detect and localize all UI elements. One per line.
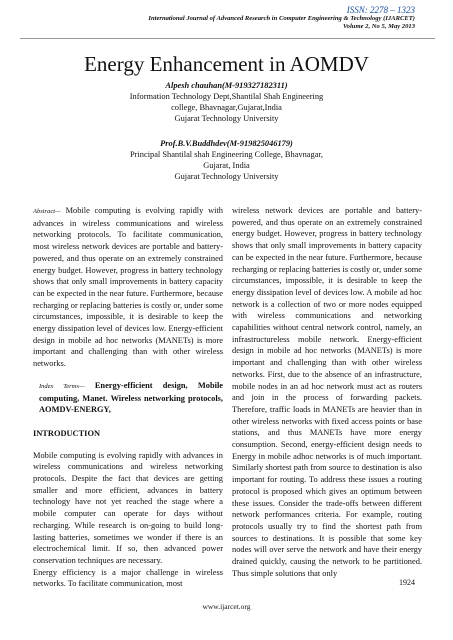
page-number: 1924 bbox=[399, 578, 415, 587]
author-affiliation-line: Gujarat, India bbox=[203, 161, 250, 170]
intro-paragraph: Energy efficiency is a major challenge in wireless networks. To facilitate communication, most bbox=[33, 567, 223, 589]
index-terms bbox=[33, 380, 223, 416]
author-affiliation-line: Information Technology Dept,Shantilal Shah Engineering bbox=[129, 92, 324, 101]
author-name: Alpesh chauhan(M-919327182311) bbox=[165, 81, 288, 90]
footer-url: www.ijarcet.org bbox=[202, 602, 251, 611]
journal-header bbox=[55, 15, 415, 31]
header-divider bbox=[20, 38, 435, 39]
left-column bbox=[33, 205, 223, 590]
author-affiliation-line: Principal Shantilal shah Engineering College, Bhavnagar, bbox=[130, 150, 323, 159]
abstract bbox=[33, 205, 223, 370]
author-affiliation-line: Gujarat Technology University bbox=[174, 172, 279, 181]
author-name: Prof.B.V.Buddhdev(M-919825046179) bbox=[160, 139, 293, 148]
abstract-label: Abstract— bbox=[33, 208, 61, 215]
abstract-text: Mobile computing is evolving rapidly with advances in wireless communications and wireless networking protocols. To facilitate communication, most wireless network devices are portable and battery-powered, and thus operate on an extremely constrained energy budget. However, progress in battery technology shows that only small improvements in battery capacity can be expected in the near future. Furthermore, because recharging or replacing batteries is costly or, under some circumstances, impossible, it is desirable to keep the energy dissipation level of devices low. Energy-efficient design in mobile ad hoc networks (MANETs) is more important and challenging than with other wireless networks. bbox=[33, 206, 223, 369]
body-paragraph: wireless network devices are portable and battery-powered, and thus operate on an extremely constrained energy budget. However, progress in battery technology shows that only small improvements in battery capacity can be expected in the near future. Furthermore, because recharging or replacing batteries is costly or, under some circumstances, impossible, it is desirable to keep the energy dissipation level of devices low. A mobile ad hoc network is a collection of two or more nodes equipped with wireless communications and networking capabilities without central network control, namely, an infrastructureless mobile network. Energy-efficient design in mobile ad hoc networks (MANETs) is more important and challenging than with other wireless networks. First, due to the absence of an infrastructure, mobile nodes in an ad hoc network must act as routers and join in the process of forwarding packets. Therefore, traffic loads in MANETs are heavier than in other wireless networks with fixed access points or base stations, and thus MANETs have more energy consumption. Second, energy-efficient design needs to Energy in mobile adhoc networks is of much important. Similarly shortest path from source to destination is also important for routing. To address these issues a routing protocol is proposed which gives an optimum between these issues. Consider the trade-offs between different network performances criteria. For example, routing protocols usually try to find the shortest path from sources to destinations. It is possible that some key nodes will over serve the network and have their energy drained quickly, causing the network to be partitioned. Thus simple solutions that only bbox=[232, 206, 422, 578]
journal-name: International Journal of Advanced Research in Computer Engineering & Technology (IJARCET) bbox=[148, 15, 415, 22]
intro-paragraph: Mobile computing is evolving rapidly with advances in wireless communications and wireless networking protocols. Despite the fact that devices are getting smaller and more efficient, advances in battery technology have not yet reached the stage where a mobile computer can operate for days without recharging. While research is on-going to build long-lasting batteries, sometimes we wonder if there is an electrochemical limit. If so, then advanced power conservation techniques are necessary. bbox=[33, 450, 223, 565]
issn-label: ISSN: 2278 – 1323 bbox=[346, 5, 415, 15]
section-heading: INTRODUCTION bbox=[33, 428, 101, 438]
author-affiliation-line: Gujarat Technology University bbox=[174, 114, 279, 123]
author-block bbox=[0, 80, 453, 182]
index-terms-label: Index Terms— bbox=[39, 382, 85, 390]
journal-volume: Volume 2, No 5, May 2013 bbox=[343, 23, 415, 30]
paper-title: Energy Enhancement in AOMDV bbox=[84, 52, 369, 76]
right-column bbox=[232, 205, 422, 580]
author-affiliation-line: college, Bhavnagar,Gujarat,India bbox=[171, 103, 282, 112]
index-terms-text: Energy-efficient design, Mobile computing, Manet. Wireless networking protocols, AOMDV-ENERGY, bbox=[39, 380, 223, 415]
